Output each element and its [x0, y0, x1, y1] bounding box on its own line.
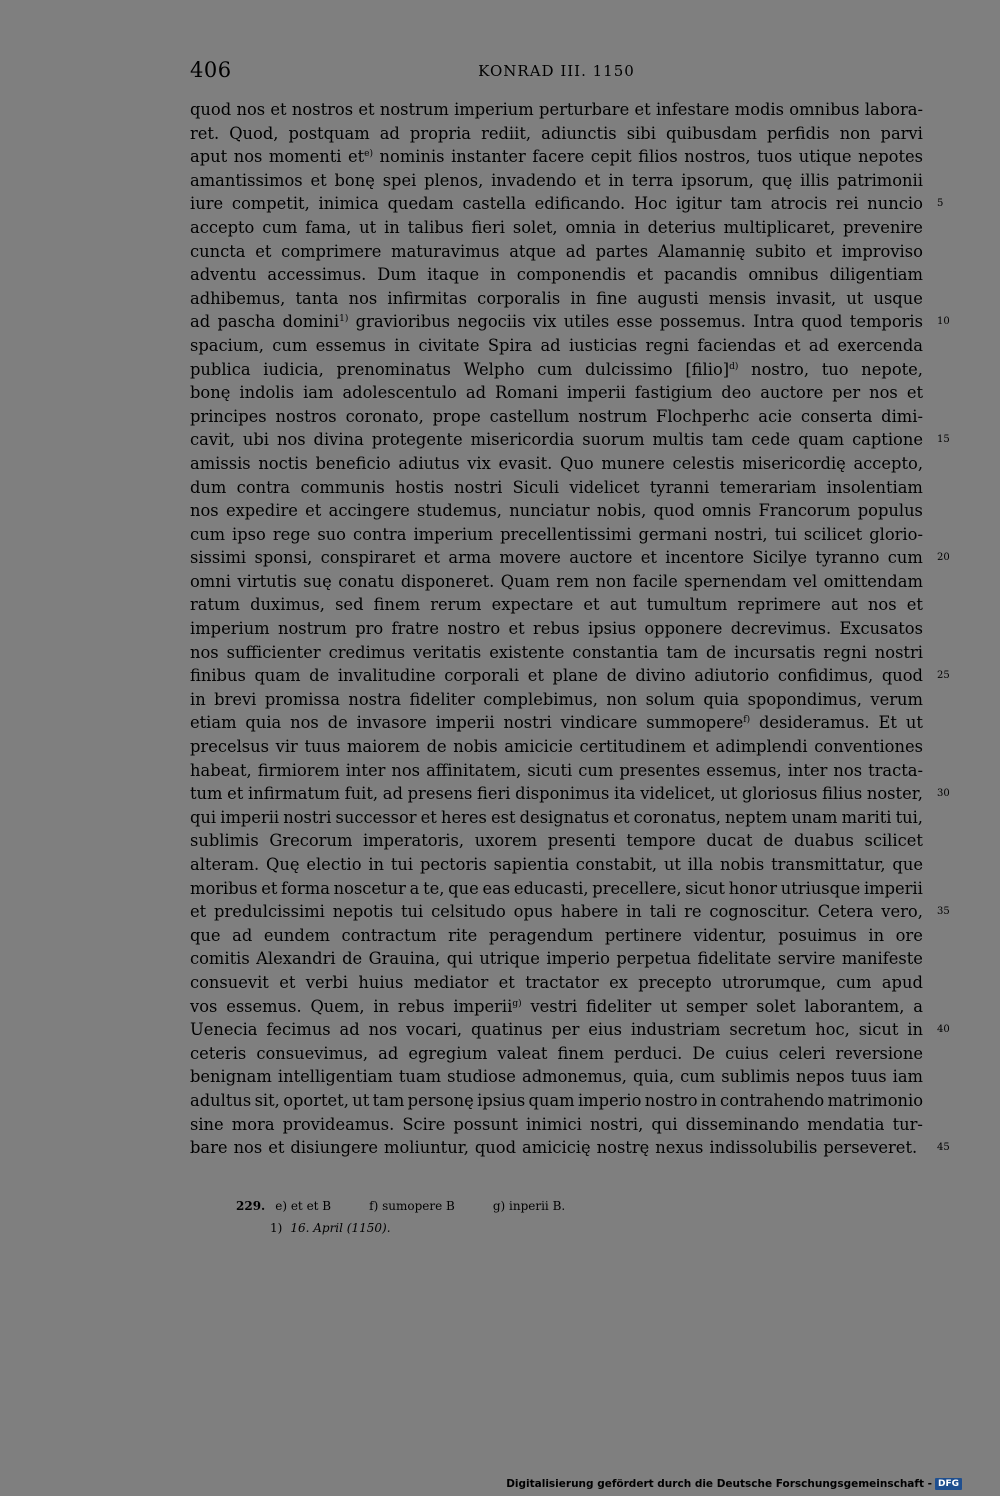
text-line: precelsus vir tuus maiorem de nobis amicicie certitudinem et adimplendi conventiones: [190, 737, 923, 757]
text-line: et predulcissimi nepotis tui celsitudo opus habere in tali re cognoscitur. Cetera vero, 35: [190, 900, 923, 924]
credit-text: Digitalisierung gefördert durch die Deutsche Forschungsgemeinschaft -: [506, 1478, 932, 1490]
line-number: 40: [937, 1024, 950, 1036]
text-line: cavit, ubi nos divina protegente misericordia suorum multis tam cede quam captione 15: [190, 428, 923, 452]
text-line: amissis noctis beneficio adiutus vix evasit. Quo munere celestis misericordię accepto,: [190, 453, 923, 473]
text-line: omni virtutis suę conatu disponeret. Quam rem non facile spernendam vel omittendam: [190, 571, 923, 591]
text-line: principes nostros coronato, prope castellum nostrum Flochperhc acie conserta dimi-: [190, 406, 923, 426]
line-number: 15: [937, 434, 950, 446]
text-line: ad pascha domini$^{1)}$ gravioribus negociis vix utiles esse possemus. Intra quod temporis 10: [190, 310, 923, 334]
text-line: benignam intelligentiam tuam studiose admonemus, quia, cum sublimis nepos tuus iam: [190, 1067, 923, 1087]
variant-note: f) sumopere B: [369, 1199, 455, 1213]
line-number: 20: [937, 552, 950, 564]
text-line: amantissimos et bonę spei plenos, invadendo et in terra ipsorum, quę illis patrimonii: [190, 170, 923, 190]
variant-note: g) inperii B.: [492, 1199, 566, 1213]
document-number: 229.: [236, 1199, 266, 1213]
text-line: etiam quia nos de invasore imperii nostri vindicare summopere$^{f)}$ desideramus. Et ut: [190, 713, 923, 733]
text-line: publica iudicia, prenominatus Welpho cum dulcissimo [filio]$^{d)}$ nostro, tuo nepote,: [190, 359, 923, 379]
text-line: adultus sit, oportet, ut tam personę ipsius quam imperio nostro in contrahendo matrimonio: [190, 1090, 923, 1110]
text-line: sine mora provideamus. Scire possunt inimici nostri, qui disseminando mendatia tur-: [190, 1114, 923, 1134]
text-line: aput nos momenti $et^{e)}$ nominis instanter facere cepit filios nostros, tuos utique nepotes: [190, 147, 923, 167]
text-line: cuncta et comprimere maturavimus atque ad partes Alamannię subito et improviso: [190, 241, 923, 261]
text-line: Uenecia fecimus ad nos vocari, quatinus per eius industriam secretum hoc, sicut in 40: [190, 1018, 923, 1042]
text-line: que ad eundem contractum rite peragendum pertinere videntur, posuimus in ore: [190, 925, 923, 945]
text-line: moribus et forma noscetur a te, que eas educasti, precellere, sicut honor utriusque imperii: [190, 878, 923, 898]
line-number: 25: [937, 670, 950, 682]
line-number: 35: [937, 906, 950, 918]
text-line: in brevi promissa nostra fideliter complebimus, non solum quia spopondimus, verum: [190, 689, 923, 709]
line-number: 5: [937, 198, 944, 210]
text-line: qui imperii nostri successor et heres est designatus et coronatus, neptem unam mariti tui,: [190, 807, 923, 827]
text-line: quod nos et nostros et nostrum imperium perturbare et infestare modis omnibus labora-: [190, 100, 923, 119]
dfg-logo: DFG: [935, 1478, 962, 1490]
digitization-credit: [506, 1476, 962, 1492]
text-line: adhibemus, tanta nos infirmitas corporalis in fine augusti mensis invasit, ut usque: [190, 288, 923, 308]
text-line: nos sufficienter credimus veritatis existente constantia tam de incursatis regni nostri: [190, 642, 923, 662]
text-line: finibus quam de invalitudine corporali et plane de divino adiutorio confidimus, quod 25: [190, 664, 923, 688]
text-line: dum contra communis hostis nostri Siculi videlicet tyranni temerariam insolentiam: [190, 477, 923, 497]
text-line: consuevit et verbi huius mediator et tractator ex precepto utrorumque, cum apud: [190, 972, 923, 992]
footnotes: [236, 1195, 836, 1239]
note-marker: 1): [270, 1221, 283, 1235]
source-note: [236, 1217, 836, 1239]
text-line: bonę indolis iam adolescentulo ad Romani imperii fastigium deo auctore per nos et: [190, 383, 923, 403]
text-line: sublimis Grecorum imperatoris, uxorem presenti tempore ducat de duabus scilicet: [190, 831, 923, 851]
page-number: 406: [190, 58, 232, 82]
text-line: bare nos et disiungere moliuntur, quod amicicię nostrę nexus indissolubilis perseveret. 45: [190, 1136, 923, 1160]
page-header: [190, 52, 923, 92]
text-line: nos expedire et accingere studemus, nunciatur nobis, quod omnis Francorum populus: [190, 501, 923, 521]
text-line: accepto cum fama, ut in talibus fieri solet, omnia in deterius multiplicaret, prevenire: [190, 217, 923, 237]
line-number: 10: [937, 316, 950, 328]
line-number: 45: [937, 1142, 950, 1154]
text-line: habeat, firmiorem inter nos affinitatem, sicuti cum presentes essemus, inter nos tracta-: [190, 760, 923, 780]
text-line: adventu accessimus. Dum itaque in componendis et pacandis omnibus diligentiam: [190, 265, 923, 285]
text-line: ret. Quod, postquam ad propria rediit, adiunctis sibi quibusdam perfidis non parvi: [190, 123, 923, 143]
text-line: tum et infirmatum fuit, ad presens fieri disponimus ita videlicet, ut gloriosus filius noster, 30: [190, 782, 923, 806]
text-line: iure competit, inimica quedam castella edificando. Hoc igitur tam atrocis rei nuncio 5: [190, 192, 923, 216]
text-line: imperium nostrum pro fratre nostro et rebus ipsius opponere decrevimus. Excusatos: [190, 619, 923, 639]
note-text: 16. April (1150).: [290, 1221, 391, 1235]
text-line: ratum duximus, sed finem rerum expectare et aut tumultum reprimere aut nos et: [190, 595, 923, 615]
text-line: alteram. Quę electio in tui pectoris sapientia constabit, ut illa nobis transmittatur, que: [190, 855, 923, 874]
text-line: ceteris consuevimus, ad egregium valeat finem perduci. De cuius celeri reversione: [190, 1043, 923, 1063]
text-line: vos essemus. Quem, in rebus imperii$^{g)}$ vestri fideliter ut semper solet laborantem, a: [190, 996, 923, 1016]
line-number: 30: [937, 788, 950, 800]
variant-notes: [236, 1195, 836, 1217]
running-head: KONRAD III. 1150: [478, 62, 635, 80]
main-text: [190, 98, 950, 1160]
text-line: comitis Alexandri de Grauina, qui utrique imperio perpetua fidelitate servire manifeste: [190, 949, 923, 969]
text-line: sissimi sponsi, conspiraret et arma movere auctore et incentore Sicilye tyranno cum 20: [190, 546, 923, 570]
variant-note: e) et et B: [275, 1199, 332, 1213]
text-line: spacium, cum essemus in civitate Spira ad iusticias regni faciendas et ad exercenda: [190, 335, 923, 355]
text-line: cum ipso rege suo contra imperium precellentissimi germani nostri, tui scilicet glorio-: [190, 524, 923, 544]
